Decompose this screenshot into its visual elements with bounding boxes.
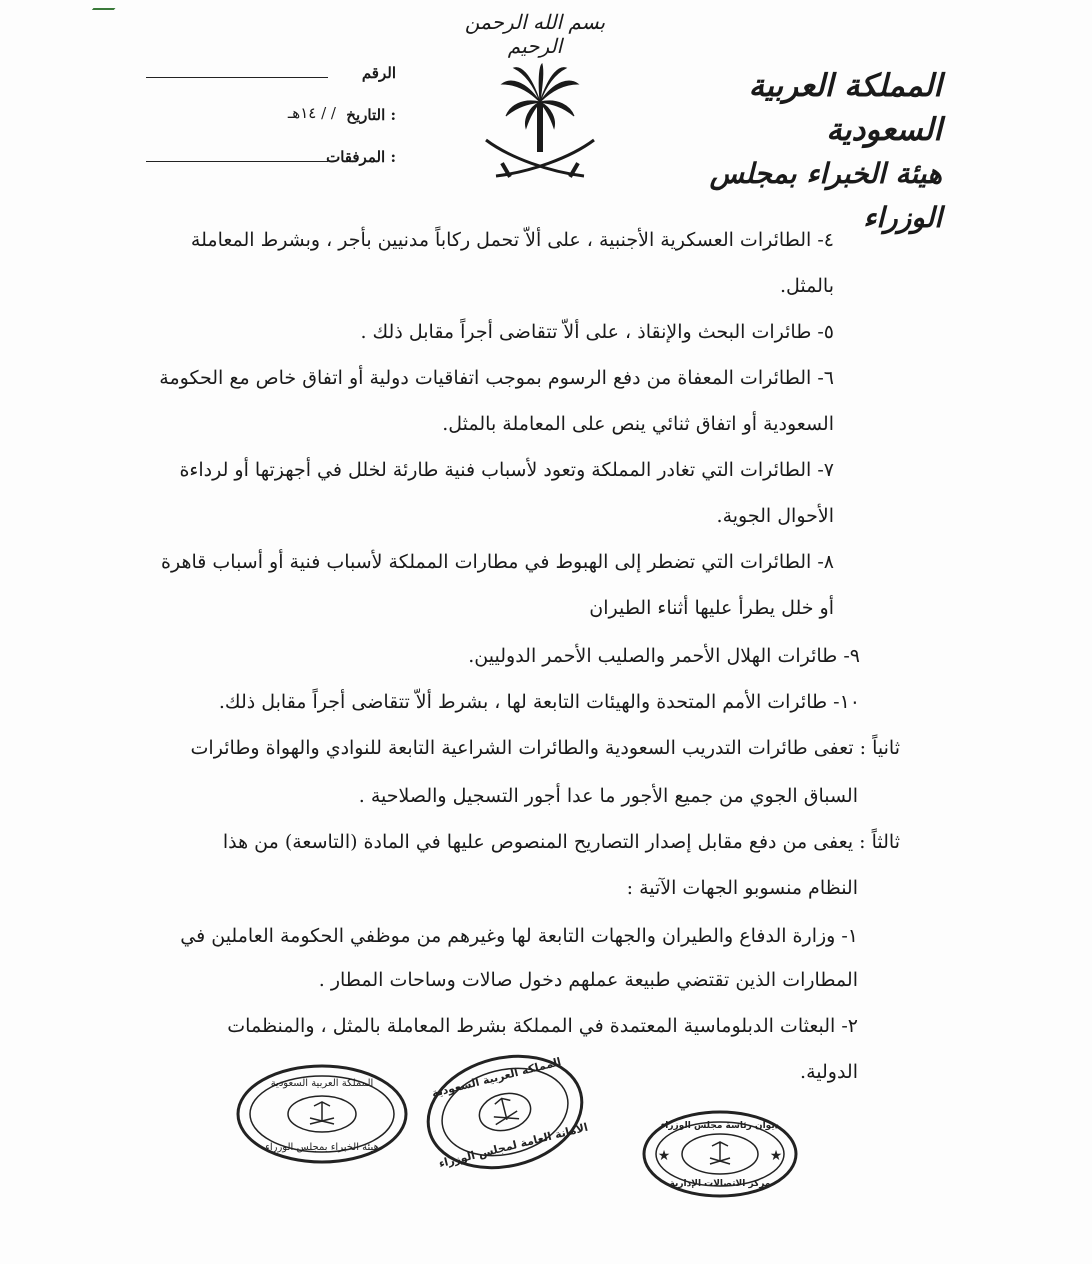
body-line: بالمثل. xyxy=(779,275,834,297)
body-line: السباق الجوي من جميع الأجور ما عدا أجور التسجيل والصلاحية . xyxy=(358,785,858,807)
org-name-line1: المملكة العربية السعودية xyxy=(748,68,942,148)
org-name-line2: هيئة الخبراء بمجلس الوزراء xyxy=(709,157,942,234)
stamp2-top-text: المملكة العربية السعودية xyxy=(430,1055,563,1100)
body-line: ١٠- طائرات الأمم المتحدة والهيئات التابعة لها ، بشرط ألاّ تتقاضى أجراً مقابل ذلك. xyxy=(218,691,860,713)
body-line: ٢- البعثات الدبلوماسية المعتمدة في المملكة بشرط المعاملة بالمثل ، والمنظمات xyxy=(227,1015,858,1037)
body-line: ٨- الطائرات التي تضطر إلى الهبوط في مطارات المملكة لأسباب فنية أو أسباب قاهرة xyxy=(161,551,834,573)
body-line: ٦- الطائرات المعفاة من دفع الرسوم بموجب اتفاقيات دولية أو اتفاق خاص مع الحكومة xyxy=(159,367,834,389)
stamp1-bottom-text: هيئة الخبراء بمجلس الوزراء xyxy=(265,1142,379,1153)
stamp1-top-text: المملكة العربية السعودية xyxy=(270,1078,374,1089)
body-line: ١- وزارة الدفاع والطيران والجهات التابعة لها وغيرهم من موظفي الحكومة العاملين في xyxy=(180,925,858,947)
stamp2-bottom-text: الأمانة العامة لمجلس الوزراء xyxy=(437,1120,590,1171)
body-line: ٧- الطائرات التي تغادر المملكة وتعود لأسباب فنية طارئة لخلل في أجهزتها أو لرداءة xyxy=(179,459,834,481)
body-line: النظام منسوبو الجهات الآتية : xyxy=(626,877,858,899)
field-date-value: / / ١٤هـ xyxy=(287,104,336,122)
basmala: بسم الله الرحمن الرحيم xyxy=(464,10,606,58)
stamp3-top-text: ديوان رئاسة مجلس الوزراء xyxy=(660,1121,780,1131)
body-line: ٥- طائرات البحث والإنقاذ ، على ألاّ تتقاضى أجراً مقابل ذلك . xyxy=(360,321,834,343)
body-line: الدولية. xyxy=(800,1061,858,1083)
body-line: ٤- الطائرات العسكرية الأجنبية ، على ألاّ تحمل ركاباً مدنيين بأجر ، وبشرط المعاملة xyxy=(190,229,834,251)
field-number-label: الرقم xyxy=(361,64,396,82)
stamp-experts-commission xyxy=(234,1062,410,1166)
body-line: أو خلل يطرأ عليها أثناء الطيران xyxy=(589,597,834,619)
body-line: ثالثاً : يعفى من دفع مقابل إصدار التصاريح المنصوص عليها في المادة (التاسعة) من هذا xyxy=(222,831,900,853)
star-icon: ★ xyxy=(657,1148,671,1164)
body-line: ٩- طائرات الهلال الأحمر والصليب الأحمر الدوليين. xyxy=(468,645,860,667)
star-icon: ★ xyxy=(769,1148,783,1164)
field-date-label: التاريخ : xyxy=(346,106,396,124)
field-attachments-label: المرفقات : xyxy=(326,148,396,166)
body-line: ثانياً : تعفى طائرات التدريب السعودية والطائرات الشراعية التابعة للنوادي والهواة وطائرات xyxy=(190,737,900,759)
stamp-cabinet-diwan xyxy=(640,1108,800,1200)
body-line: المطارات الذين تقتضي طبيعة عملهم دخول صالات وساحات المطار . xyxy=(318,969,858,991)
stamp-general-secretariat xyxy=(420,1052,590,1172)
stamp3-bottom-text: مركز الاتصالات الإدارية xyxy=(669,1179,771,1189)
body-line: السعودية أو اتفاق ثنائي ينص على المعاملة بالمثل. xyxy=(442,413,834,435)
body-line: الأحوال الجوية. xyxy=(716,505,834,527)
